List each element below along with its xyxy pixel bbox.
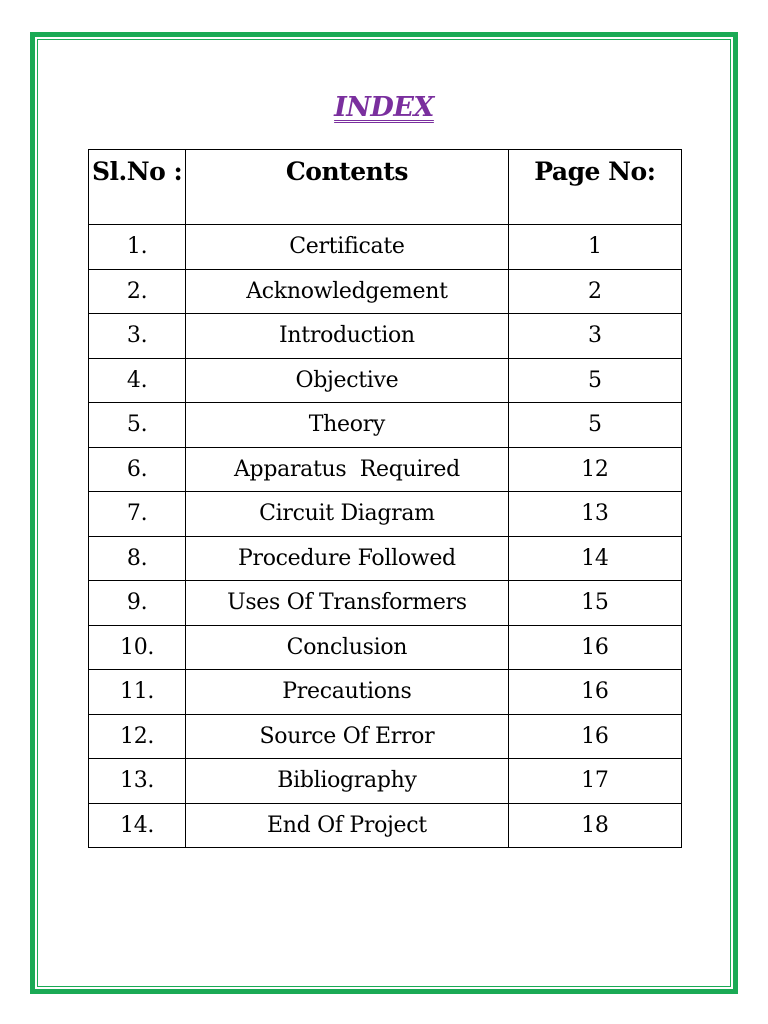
table-row	[89, 269, 682, 314]
header-page-no: Page No:	[508, 150, 681, 225]
row-content: End Of Project	[186, 803, 509, 848]
row-sl-number: 5.	[89, 403, 186, 448]
row-sl-number: 7.	[89, 492, 186, 537]
index-table	[88, 149, 682, 848]
row-sl-number: 11.	[89, 670, 186, 715]
row-page-number: 18	[508, 803, 681, 848]
row-page-number: 3	[508, 314, 681, 359]
table-header-row	[89, 150, 682, 225]
table-row	[89, 225, 682, 270]
row-page-number: 14	[508, 536, 681, 581]
row-sl-number: 14.	[89, 803, 186, 848]
row-page-number: 5	[508, 358, 681, 403]
header-contents: Contents	[186, 150, 509, 225]
row-sl-number: 8.	[89, 536, 186, 581]
row-sl-number: 3.	[89, 314, 186, 359]
table-row	[89, 314, 682, 359]
row-page-number: 15	[508, 581, 681, 626]
row-sl-number: 9.	[89, 581, 186, 626]
table-row	[89, 536, 682, 581]
row-content: Conclusion	[186, 625, 509, 670]
row-sl-number: 4.	[89, 358, 186, 403]
table-row	[89, 403, 682, 448]
row-sl-number: 13.	[89, 759, 186, 804]
row-sl-number: 6.	[89, 447, 186, 492]
page-title: INDEX	[334, 92, 434, 123]
row-content: Uses Of Transformers	[186, 581, 509, 626]
table-row	[89, 714, 682, 759]
table-row	[89, 447, 682, 492]
row-page-number: 17	[508, 759, 681, 804]
table-row	[89, 759, 682, 804]
table-row	[89, 625, 682, 670]
header-sl-no: Sl.No :	[89, 150, 186, 225]
row-page-number: 16	[508, 625, 681, 670]
table-body	[89, 225, 682, 848]
row-page-number: 16	[508, 714, 681, 759]
row-content: Acknowledgement	[186, 269, 509, 314]
table-row	[89, 492, 682, 537]
table-row	[89, 803, 682, 848]
row-content: Certificate	[186, 225, 509, 270]
row-sl-number: 1.	[89, 225, 186, 270]
row-sl-number: 10.	[89, 625, 186, 670]
row-page-number: 12	[508, 447, 681, 492]
row-content: Theory	[186, 403, 509, 448]
row-page-number: 2	[508, 269, 681, 314]
row-page-number: 5	[508, 403, 681, 448]
row-content: Apparatus Required	[186, 447, 509, 492]
row-page-number: 13	[508, 492, 681, 537]
row-content: Introduction	[186, 314, 509, 359]
table-row	[89, 581, 682, 626]
table-row	[89, 358, 682, 403]
row-content: Procedure Followed	[186, 536, 509, 581]
row-content: Bibliography	[186, 759, 509, 804]
table-row	[89, 670, 682, 715]
row-sl-number: 2.	[89, 269, 186, 314]
row-content: Objective	[186, 358, 509, 403]
row-page-number: 1	[508, 225, 681, 270]
row-content: Circuit Diagram	[186, 492, 509, 537]
row-content: Source Of Error	[186, 714, 509, 759]
row-page-number: 16	[508, 670, 681, 715]
row-content: Precautions	[186, 670, 509, 715]
row-sl-number: 12.	[89, 714, 186, 759]
